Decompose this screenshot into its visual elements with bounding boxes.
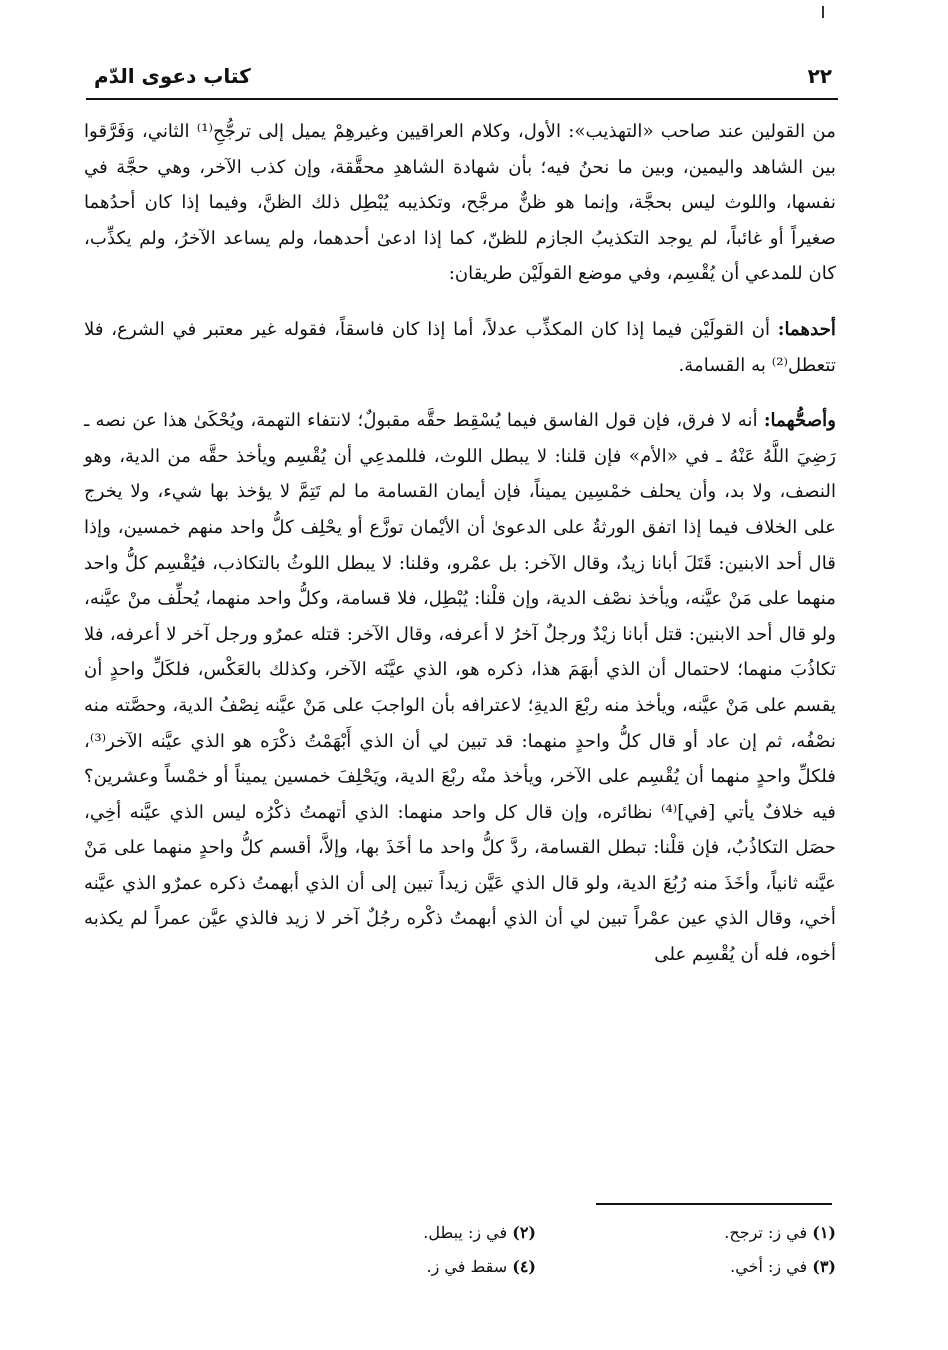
footnote-row	[84, 1250, 836, 1284]
footnote-2-number: (٢)	[512, 1223, 536, 1242]
page-number: ٢٢	[807, 64, 832, 88]
footnote-row	[84, 1216, 836, 1250]
scan-mark	[822, 6, 824, 18]
footnote-1	[636, 1216, 836, 1250]
paragraph-1	[84, 114, 836, 292]
page-header	[88, 58, 840, 94]
footnote-4-number: (٤)	[512, 1257, 536, 1276]
paragraph-3-lead: وأصحُّهما:	[763, 410, 836, 432]
paragraph-2-lead: أحدهما:	[777, 318, 836, 340]
footnote-2	[336, 1216, 536, 1250]
paragraph-3-text: أنه لا فرق، فإن قول الفاسق فيما يُسْقِط حقَّه مقبولٌ؛ لانتفاء التهمة، ويُحْكَىٰ هذا عن نصه ـ رَضِيَ اللَّهُ عَنْهُ ـ في «الأم» فإن قلنا: لا يبطل اللوث، فللمدعِي أن يُقْسِم ويأخذ حقَّه من الدية، وهو النصف، ولا بد، وأن يحلف خمْسِين يميناً، فإن أيمان القسامة ما لم تَتِمَّ لا يؤخذ بها شيء، ولا يخرج على الخلاف فيما إذا اتفق الورثةُ على الدعوىٰ أن الأيْمان توزَّع أو يحْلِف كلُّ واحد منهم خمسين، وإذا قال أحد الابنين: قَتَلَ أبانا زيدٌ، وقال الآخر: بل عمْرو، وقلنا: لا يبطل اللوثُ بالتكاذب، فيُقْسِم كلُّ واحد منهما على مَنْ عيَّنه، ويأخذ نصْف الدية، وإن قلْنا: يُبْطِل، فلا قسامة، وكلُّ واحد منهما، يُحلِّف منْ عيَّنه، ولو قال أحد الابنين: قتل أبانا زيْدٌ ورجلٌ آخرُ لا أعرفه، وقال الآخر: قتله عمرٌو ورجل آخر لا أعرفه، فلا تكاذُبَ منهما؛ لاحتمال أن الذي أبهَمَ هذا، ذكره هو، الذي عيَّنَه الآخر، وكذلك بالعَكْس، فلكَلِّ واحدٍ أن يقسم على مَنْ عيَّنه، ويأخذ منه ربْعَ الديةِ؛ لاعترافه بأن الواجبَ على مَنْ عيَّنه نِصْفُ الدية، وحصَّته منه نصْفُه، ثم إن عاد أو قال كلُّ واحدٍ منهما: قد تبين لي أن الذي أَبْهَمْتُ ذكْرَه هو الذي عيَّنه الآخر⁽³⁾، فلكلِّ واحدٍ منهما أن يُقْسِم على الآخر، ويأخذ منْه ربْعَ الدية، ويَحْلِفَ خمسين يميناً أو خمْساً وعشرين؟ فيه خلافٌ يأتي [في]⁽⁴⁾ نظائره، وإن قال كل واحد منهما: الذي أتهمتُ ذكْرُه ليس الذي عيَّنه أخِي، حصَل التكاذُبُ، فإن قلْنا: تبطل القسامة، ردَّ كلُّ واحد ما أخَذَ بها، وإلاَّ، أقسم كلُّ واحدٍ منهما على مَنْ عيَّنه ثانياً، وأخَذَ منه رُبُعَ الدية، ولو قال الذي عَيَّن زيداً تبين إلى أن الذي أبهمتُ ذكره عمرٌو الذي عيَّنه أخي، وقال الذي عين عمْراً تبين لي أن الذي أبهمتُ ذكْره رجُلٌ آخر لا زيد فالذي عيَّن عمراً لم يكذبه أخوه، فله أن يُقْسِم على	[84, 410, 837, 966]
footnote-4	[336, 1250, 536, 1284]
running-title: كتاب دعوى الدّم	[94, 64, 251, 88]
footnote-2-text: في ز: يبطل.	[423, 1223, 508, 1242]
footnote-1-number: (١)	[812, 1223, 836, 1242]
paragraph-3	[84, 403, 836, 973]
footnote-4-text: سقط في ز.	[426, 1257, 508, 1276]
footnote-3-number: (٣)	[812, 1257, 836, 1276]
header-divider	[86, 98, 838, 100]
paragraph-2	[84, 312, 836, 383]
footnote-divider	[596, 1203, 832, 1205]
main-text	[84, 114, 836, 973]
paragraph-2-text: أن القولَيْن فيما إذا كان المكذِّب عدلاً، أما إذا كان فاسقاً، فقوله غير معتبر في الشرع، فلا تتعطل⁽²⁾ به القسامة.	[84, 318, 836, 376]
footnote-1-text: في ز: ترجح.	[724, 1223, 808, 1242]
footnotes	[84, 1216, 836, 1284]
paragraph-1-text: من القولين عند صاحب «التهذيب»: الأول، وكلام العراقيين وغيرهِمْ يميل إلى ترجُّحِ⁽¹⁾ الثاني، وَفَرَّقوا بين الشاهد واليمين، وبين ما نحنُ فيه؛ بأن شهادة الشاهدِ محقَّقة، وإن كذب الآخر، وهي حجَّة في نفسها، واللوث ليس بحجَّة، وإنما هو ظنٌّ مرجَّح، وتكذيبه يُبْطِل ذلك الظنَّ، وفيما إذا كان أحدُهما صغيراً أو غائباً، لم يوجد التكذيبُ الجازم للظنّ، كما إذا ادعىٰ أحدهما، ولم يساعد الآخرُ، ولم يكذِّب، كان للمدعي أن يُقْسِم، وفي موضع القولَيْن طريقان:	[84, 121, 836, 285]
footnote-3-text: في ز: أخي.	[730, 1257, 808, 1276]
footnote-3	[636, 1250, 836, 1284]
